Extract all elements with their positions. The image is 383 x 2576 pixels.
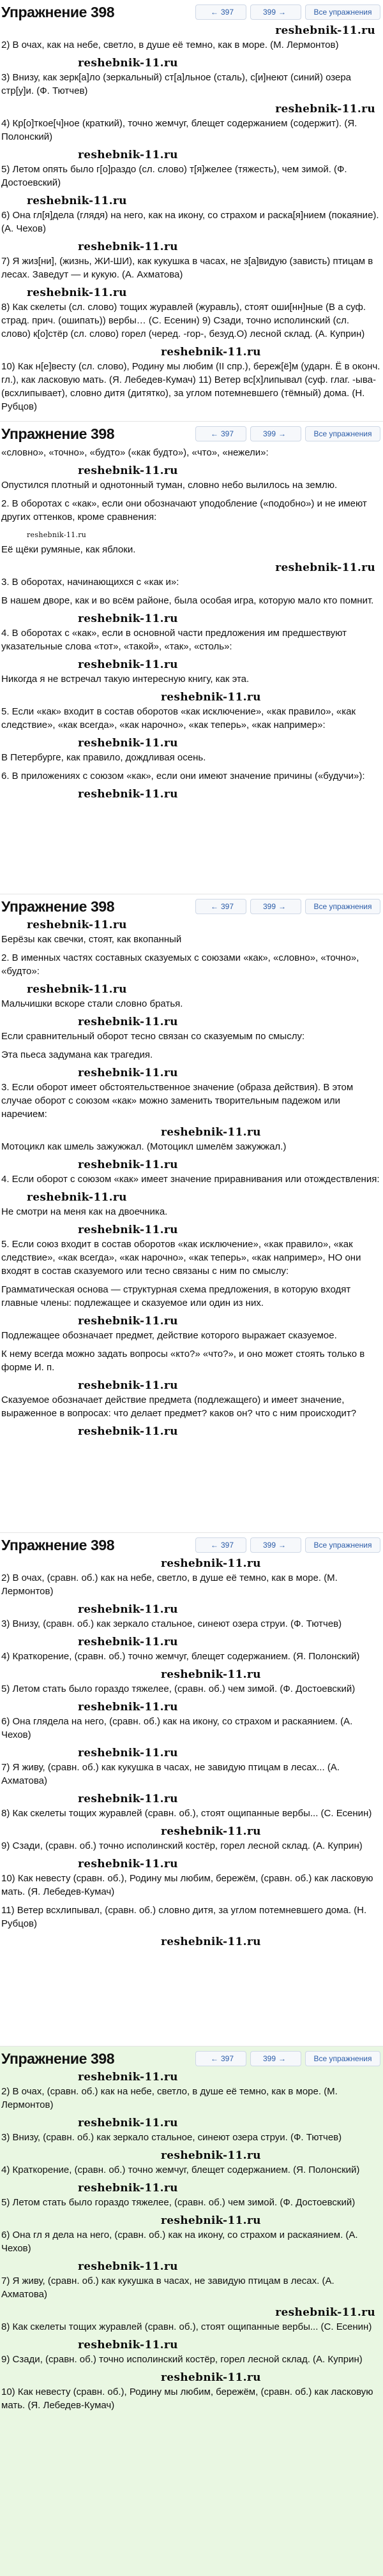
- list-item: «словно», «точно», «будто» («как будто»), «что», «нежели»:: [1, 447, 269, 458]
- list-item: 6) Она гл я дела на него, (сравн. об.) как на икону, со страхом и раскаянием. (А. Чехов): [1, 2230, 358, 2254]
- arrow-right-icon: →: [278, 902, 287, 911]
- watermark: reshebnik-11.ru: [78, 1425, 178, 1438]
- watermark: reshebnik-11.ru: [78, 612, 178, 625]
- arrow-left-icon: ←: [210, 2054, 218, 2063]
- arrow-left-icon: ←: [210, 1541, 218, 1550]
- watermark: reshebnik-11.ru: [161, 1825, 261, 1838]
- prev-exercise-button[interactable]: ← 397: [195, 1537, 246, 1553]
- watermark: reshebnik-11.ru: [78, 788, 178, 801]
- all-exercises-button[interactable]: Все упражнения: [305, 2051, 380, 2066]
- section-header: [0, 894, 383, 919]
- list-item: 3) Внизу, (сравн. об.) как зеркало стальное, синеют озера струи. (Ф. Тютчев): [1, 1618, 342, 1629]
- definition-text: К нему всегда можно задать вопросы «кто?» «что?», и оно может стоять только в форме И. п.: [1, 1349, 365, 1373]
- prev-exercise-button[interactable]: ← 397: [195, 4, 246, 20]
- arrow-left-icon: ←: [210, 902, 218, 911]
- list-item: 9) Сзади, (сравн. об.) точно исполинский костёр, горел лесной склад. (А. Куприн): [1, 1840, 363, 1851]
- watermark: reshebnik-11.ru: [78, 1793, 178, 1805]
- list-item: 5) Летом стать было гораздо тяжелее, (сравн. об.) чем зимой. (Ф. Достоевский): [1, 2197, 356, 2208]
- list-item: 10) Как невесту (сравн. об.), Родину мы любим, бережём, (сравн. об.) как ласковую мать. (Я. Лебедев-Кумач): [1, 2387, 373, 2411]
- list-item: 11) Ветер всхлипывал, (сравн. об.) словно дитя, за углом потемневшего дома. (Н. Рубцов): [1, 1905, 367, 1929]
- watermark: reshebnik-11.ru: [161, 1668, 261, 1681]
- list-item: Опустился плотный и однотонный туман, словно небо вылилось на землю.: [1, 480, 338, 491]
- watermark: reshebnik-11.ru: [161, 1126, 261, 1139]
- watermark: reshebnik-11.ru: [78, 1701, 178, 1714]
- watermark: reshebnik-11.ru: [27, 919, 127, 931]
- watermark: reshebnik-11.ru: [78, 57, 178, 70]
- watermark: reshebnik-11.ru: [27, 531, 87, 539]
- section-title: Упражнение 398: [1, 2050, 115, 2067]
- watermark: reshebnik-11.ru: [78, 1067, 178, 1079]
- list-item: 2. В именных частях составных сказуемых с союзами «как», «словно», «точно», «будто»:: [1, 952, 359, 977]
- list-item: Не смотри на меня как на двоечника.: [1, 1206, 168, 1217]
- arrow-left-icon: ←: [210, 429, 218, 438]
- arrow-right-icon: →: [278, 1541, 287, 1550]
- prev-exercise-button[interactable]: ← 397: [195, 426, 246, 441]
- next-exercise-button[interactable]: 399 →: [250, 1537, 301, 1553]
- list-item: Её щёки румяные, как яблоки.: [1, 544, 136, 555]
- section-content: [0, 24, 383, 422]
- list-item: Никогда я не встречал такую интересную книгу, как эта.: [1, 674, 250, 685]
- prev-exercise-button[interactable]: ← 397: [195, 899, 246, 914]
- all-exercises-button[interactable]: Все упражнения: [305, 426, 380, 441]
- exercise-section-3: [0, 894, 383, 1532]
- arrow-left-icon: ←: [210, 8, 218, 17]
- list-item: 5. Если «как» входит в состав оборотов «как исключение», «как правило», «как следствие», «как всегда», «как нарочно», «как теперь», «как например»:: [1, 706, 356, 730]
- list-item: 3. В оборотах, начинающихся с «как и»:: [1, 577, 179, 588]
- list-item: 2. В оборотах с «как», если они обозначают уподобление («подобно») и не имеют других оттенков, кроме сравнения:: [1, 498, 367, 522]
- section-header: [0, 1533, 383, 1557]
- definition-text: Сказуемое обозначает действие предмета (подлежащего) и имеет значение, выраженное в вопросах: что делает предмет? каков он? что с ним происходит?: [1, 1395, 357, 1419]
- list-item: Мотоцикл как шмель зажужжал. (Мотоцикл шмелём зажужжал.): [1, 1141, 287, 1152]
- exercise-section-4: [0, 1532, 383, 2046]
- list-item: 5) Летом стать было гораздо тяжелее, (сравн. об.) чем зимой. (Ф. Достоевский): [1, 1684, 356, 1694]
- list-item: В нашем дворе, как и во всём районе, была особая игра, которую мало кто помнит.: [1, 595, 374, 606]
- section-title: Упражнение 398: [1, 1536, 115, 1553]
- watermark: reshebnik-11.ru: [78, 149, 178, 161]
- watermark: reshebnik-11.ru: [78, 1603, 178, 1616]
- watermark: reshebnik-11.ru: [275, 2306, 375, 2319]
- definition-text: Подлежащее обозначает предмет, действие которого выражает сказуемое.: [1, 1330, 337, 1341]
- list-item: 6. В приложениях с союзом «как», если они имеют значение причины («будучи»):: [1, 771, 365, 781]
- watermark: reshebnik-11.ru: [161, 2214, 261, 2227]
- watermark: reshebnik-11.ru: [275, 24, 375, 37]
- next-exercise-button[interactable]: 399 →: [250, 899, 301, 914]
- list-item: 5) Летом опять было г[о]раздо (сл. слово) т[я]желее (тяжесть), чем зимой. (Ф. Достоевский): [1, 164, 347, 188]
- watermark: reshebnik-11.ru: [78, 1016, 178, 1028]
- watermark: reshebnik-11.ru: [78, 1747, 178, 1759]
- watermark: reshebnik-11.ru: [78, 2117, 178, 2129]
- list-item: 4. Если оборот с союзом «как» имеет значение приравнивания или отождествления:: [1, 1174, 380, 1185]
- list-item: Эта пьеса задумана как трагедия.: [1, 1049, 153, 1060]
- list-item: 6) Она глядела на него, (сравн. об.) как на икону, со страхом и раскаянием. (А. Чехов): [1, 1716, 353, 1740]
- watermark: reshebnik-11.ru: [78, 658, 178, 671]
- list-item: 3) Внизу, как зерк[а]ло (зеркальный) ст[а]льное (сталь), с[и]неют (синий) озера стр[у]и. (Ф. Тютчев): [1, 72, 352, 96]
- watermark: reshebnik-11.ru: [78, 464, 178, 477]
- list-item: 7) Я живу, (сравн. об.) как кукушка в часах, не завидую птицам в лесах. (А. Ахматова): [1, 2276, 334, 2300]
- watermark: reshebnik-11.ru: [78, 1858, 178, 1870]
- list-item: 2) В очах, (сравн. об.) как на небе, светло, в душе её темно, как в море. (М. Лермонтов): [1, 1573, 338, 1597]
- definition-text: Грамматическая основа — структурная схема предложения, в которую входят главные члены: подлежащее и сказуемое или один из них.: [1, 1284, 351, 1308]
- section-title: Упражнение 398: [1, 425, 115, 442]
- all-exercises-button[interactable]: Все упражнения: [305, 4, 380, 20]
- next-exercise-button[interactable]: 399 →: [250, 4, 301, 20]
- watermark: reshebnik-11.ru: [78, 1379, 178, 1392]
- list-item: 5. Если союз входит в состав оборотов «как исключение», «как правило», «как следствие», «как всегда», «как нарочно», «как теперь», «как например», НО они входят в состав сказуемого или тесно связаны с ним по смыслу:: [1, 1239, 361, 1277]
- watermark: reshebnik-11.ru: [78, 241, 178, 253]
- section-content: [0, 1557, 383, 1953]
- watermark: reshebnik-11.ru: [78, 737, 178, 750]
- watermark: reshebnik-11.ru: [161, 346, 261, 359]
- watermark: reshebnik-11.ru: [161, 1936, 261, 1948]
- list-item: Мальчишки вскоре стали словно братья.: [1, 998, 183, 1009]
- section-content: [0, 446, 383, 806]
- all-exercises-button[interactable]: Все упражнения: [305, 1537, 380, 1553]
- list-item: 8) Как скелеты тощих журавлей (сравн. об.), стоят ощипанные вербы... (С. Есенин): [1, 1808, 372, 1819]
- watermark: reshebnik-11.ru: [161, 1557, 261, 1570]
- exercise-section-2: [0, 421, 383, 894]
- list-item: 7) Я жиз[ни], (жизнь, ЖИ-ШИ), как кукушка в часах, не з[а]видую (зависть) птицам в лесах. Заведут — и кукую. (А. Ахматова): [1, 256, 373, 280]
- watermark: reshebnik-11.ru: [27, 195, 127, 207]
- watermark: reshebnik-11.ru: [161, 2371, 261, 2384]
- next-exercise-button[interactable]: 399 →: [250, 426, 301, 441]
- list-item: 7) Я живу, (сравн. об.) как кукушка в часах, не завидую птицам в лесах... (А. Ахматова): [1, 1762, 340, 1786]
- exercise-section-5: [0, 2046, 383, 2576]
- watermark: reshebnik-11.ru: [27, 1191, 127, 1204]
- arrow-right-icon: →: [278, 2054, 287, 2063]
- prev-exercise-button[interactable]: ← 397: [195, 2051, 246, 2066]
- watermark: reshebnik-11.ru: [78, 1636, 178, 1648]
- watermark: reshebnik-11.ru: [78, 2071, 178, 2084]
- section-title: Упражнение 398: [1, 3, 115, 20]
- watermark: reshebnik-11.ru: [27, 286, 127, 299]
- watermark: reshebnik-11.ru: [161, 691, 261, 704]
- watermark: reshebnik-11.ru: [275, 561, 375, 574]
- list-item: 10) Как невесту (сравн. об.), Родину мы любим, бережём, (сравн. об.) как ласковую мать. (Я. Лебедев-Кумач): [1, 1873, 373, 1897]
- section-title: Упражнение 398: [1, 898, 115, 915]
- watermark: reshebnik-11.ru: [275, 103, 375, 115]
- list-item: 10) Как н[е]весту (сл. слово), Родину мы любим (II спр.), береж[ё]м (ударн. Ё в оконч. гл.), как ласковую мать. (Я. Лебедев-Кумач) 11) Ветер вс[х]липывал (суф. глаг. -ыва- (всхлипывает), словно дитя (дитятко), за углом потемневшего (тёмный) дома. (Н. Рубцов): [1, 361, 380, 412]
- watermark: reshebnik-11.ru: [78, 2182, 178, 2195]
- list-item: 8) Как скелеты (сл. слово) тощих журавлей (журавль), стоят оши[нн]ные (В а суф. страд. прич. (ошипать)) вербы… (С. Есенин) 9) Сзади, точно исполинский (сл. слово) к[о]стёр (сл. слово) горел (черед. -гор-, безуд.О) лесной склад. (А. Куприн): [1, 302, 366, 339]
- list-item: В Петербурге, как правило, дождливая осень.: [1, 752, 206, 763]
- arrow-right-icon: →: [278, 429, 287, 438]
- section-header: [0, 2047, 383, 2071]
- watermark: reshebnik-11.ru: [78, 1315, 178, 1328]
- list-item: Если сравнительный оборот тесно связан со сказуемым по смыслу:: [1, 1031, 305, 1042]
- next-exercise-button[interactable]: 399 →: [250, 2051, 301, 2066]
- list-item: 4. В оборотах с «как», если в основной части предложения им предшествуют указательные слова «тот», «такой», «так», «столь»:: [1, 628, 347, 652]
- list-item: 6) Она гл[я]дела (глядя) на него, как на икону, со страхом и раска[я]нием (покаяние). (А. Чехов): [1, 210, 379, 234]
- section-header: [0, 422, 383, 446]
- list-item: 4) Краткорение, (сравн. об.) точно жемчуг, блещет содержанием. (Я. Полонский): [1, 1651, 360, 1662]
- watermark: reshebnik-11.ru: [78, 1158, 178, 1171]
- list-item: 3) Внизу, (сравн. об.) как зеркало стальное, синеют озера струи. (Ф. Тютчев): [1, 2132, 342, 2143]
- section-content: [0, 2071, 383, 2421]
- list-item: Берёзы как свечки, стоят, как вкопанный: [1, 934, 182, 945]
- watermark: reshebnik-11.ru: [161, 2149, 261, 2162]
- all-exercises-button[interactable]: Все упражнения: [305, 899, 380, 914]
- list-item: 2) В очах, (сравн. об.) как на небе, светло, в душе её темно, как в море. (М. Лермонтов): [1, 2086, 338, 2110]
- list-item: 3. Если оборот имеет обстоятельственное значение (образа действия). В этом случае оборот с союзом «как» можно заменить творительным падежом или наречием:: [1, 1082, 354, 1120]
- section-header: [0, 0, 383, 24]
- watermark: reshebnik-11.ru: [78, 2260, 178, 2273]
- list-item: 9) Сзади, (сравн. об.) точно исполинский костёр, горел лесной склад. (А. Куприн): [1, 2354, 363, 2365]
- watermark: reshebnik-11.ru: [78, 1224, 178, 1236]
- list-item: 4) Кр[о]ткое[ч]ное (краткий), точно жемчуг, блещет содержанием (содержит). (Я. Полонский): [1, 118, 357, 142]
- list-item: 8) Как скелеты тощих журавлей (сравн. об.), стоят ощипанные вербы... (С. Есенин): [1, 2321, 372, 2332]
- arrow-right-icon: →: [278, 8, 287, 17]
- exercise-section-1: [0, 0, 383, 421]
- watermark: reshebnik-11.ru: [27, 983, 127, 996]
- list-item: 4) Краткорение, (сравн. об.) точно жемчуг, блещет содержанием. (Я. Полонский): [1, 2165, 360, 2175]
- section-content: [0, 919, 383, 1443]
- list-item: 2) В очах, как на небе, светло, в душе её темно, как в море. (М. Лермонтов): [1, 40, 339, 50]
- watermark: reshebnik-11.ru: [78, 2339, 178, 2351]
